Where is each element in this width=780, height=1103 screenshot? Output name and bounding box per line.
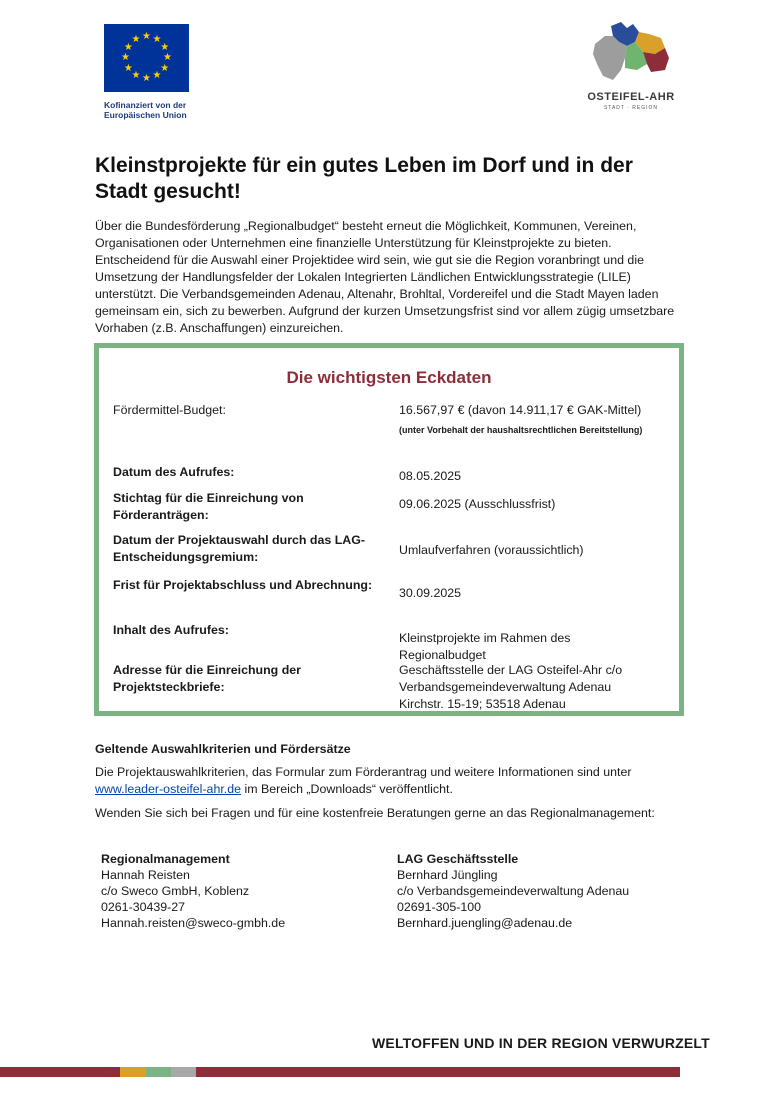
- region-logo-subtitle: STADT · REGION: [603, 105, 659, 111]
- footer-slogan: WELTOFFEN UND IN DER REGION VERWURZELT: [372, 1035, 710, 1051]
- contact-email: Bernhard.juengling@adenau.de: [397, 916, 573, 930]
- eu-star-icon: ★: [163, 52, 172, 63]
- keydata-label: Frist für Projektabschluss und Abrechnung:: [113, 578, 373, 592]
- eu-star-icon: ★: [160, 41, 170, 53]
- keydata-value: 30.09.2025: [399, 586, 462, 600]
- eu-caption-line-2: Europäischen Union: [104, 110, 187, 120]
- footer-stripe-red: [0, 1067, 120, 1077]
- budget-amount: 16.567,97 € (davon 14.911,17 € GAK-Mittel): [399, 403, 642, 417]
- footer-stripe-green: [146, 1067, 171, 1077]
- criteria-heading: Geltende Auswahlkriterien und Fördersätze: [95, 742, 351, 756]
- region-logo-name: OSTEIFEL-AHR: [587, 91, 675, 103]
- eu-star-icon: ★: [121, 52, 130, 63]
- keydata-box: [94, 343, 684, 716]
- eu-star-icon: ★: [131, 33, 141, 45]
- eu-star-icon: ★: [160, 62, 170, 74]
- eu-star-icon: ★: [142, 31, 151, 42]
- eu-star-icon: ★: [142, 73, 151, 84]
- contact-phone: 02691-305-100: [397, 900, 482, 914]
- eu-flag-icon: [104, 24, 189, 92]
- keydata-value: Kleinstprojekte im Rahmen des Regionalbudget: [399, 631, 571, 662]
- keydata-label: Inhalt des Aufrufes:: [113, 623, 229, 637]
- footer-stripe-yellow: [120, 1067, 146, 1077]
- page-title: Kleinstprojekte für ein gutes Leben im Dorf und in der Stadt gesucht!: [95, 154, 633, 203]
- contact-name: Hannah Reisten: [101, 868, 190, 882]
- keydata-label: Adresse für die Einreichung der Projektsteckbriefe:: [113, 663, 301, 694]
- eu-star-icon: ★: [152, 70, 162, 82]
- keydata-label: Datum des Aufrufes:: [113, 465, 235, 479]
- contact-title: Regionalmanagement: [101, 852, 230, 866]
- criteria-text-before: Die Projektauswahlkriterien, das Formular zum Förderantrag und weitere Informationen sind unter: [95, 765, 632, 779]
- eu-star-icon: ★: [152, 33, 162, 45]
- keydata-label: Stichtag für die Einreichung von Förderanträgen:: [113, 491, 304, 522]
- eu-star-icon: ★: [123, 41, 133, 53]
- keydata-label: Fördermittel-Budget:: [113, 403, 226, 417]
- contact-regionalmanagement: [101, 851, 285, 931]
- eu-caption: [104, 100, 190, 120]
- eu-star-icon: ★: [131, 70, 141, 82]
- contact-lag-geschaeftsstelle: [397, 851, 629, 931]
- contact-organization: c/o Verbandsgemeindeverwaltung Adenau: [397, 884, 630, 898]
- keydata-label: Datum der Projektauswahl durch das LAG-Entscheidungsgremium:: [113, 533, 365, 564]
- criteria-paragraph: [95, 764, 685, 798]
- eu-cofunding-logo: [104, 24, 190, 120]
- contact-email: Hannah.reisten@sweco-gmbh.de: [101, 916, 286, 930]
- footer-stripe-red-long: [196, 1067, 680, 1077]
- keydata-value: Geschäftsstelle der LAG Osteifel-Ahr c/o Verbandsgemeindeverwaltung Adenau Kirchstr. 15-19; 53518 Adenau: [399, 663, 623, 711]
- keydata-value: 09.06.2025 (Ausschlussfrist): [399, 497, 556, 511]
- contact-title: LAG Geschäftsstelle: [397, 852, 519, 866]
- keydata-value: 08.05.2025: [399, 469, 462, 483]
- keydata-value: Umlaufverfahren (voraussichtlich): [399, 543, 584, 557]
- eu-caption-line-1: Kofinanziert von der: [104, 100, 187, 110]
- contact-organization: c/o Sweco GmbH, Koblenz: [101, 884, 250, 898]
- criteria-text-after: im Bereich „Downloads“ veröffentlicht.: [241, 782, 453, 796]
- contact-intro-paragraph: Wenden Sie sich bei Fragen und für eine kostenfreie Beratungen gerne an das Regionalmanagement:: [95, 806, 655, 820]
- website-link[interactable]: www.leader-osteifel-ahr.de: [95, 782, 242, 796]
- intro-paragraph: Über die Bundesförderung „Regionalbudget“ besteht erneut die Möglichkeit, Kommunen, Vereinen, Organisationen oder Unternehmen eine finanzielle Unterstützung für Kleinstprojekte zu bieten. Entscheidend für die Auswahl einer Projektidee wird sein, wie gut sie die Region voranbringt und die Umsetzung der Handlungsfelder der Lokalen Integrierten Ländlichen Entwicklungsstrategie (LILE) unterstützt. Die Verbandsgemeinden Adenau, Altenahr, Brohltal, Vordereifel und die Stadt Mayen laden gemeinsam ein, sich zu bewerben. Aufgrund der kurzen Umsetzungsfrist sind vor allem zügig umsetzbare Vorhaben (z.B. Anschaffungen) einzureichen.: [95, 219, 675, 335]
- contact-name: Bernhard Jüngling: [397, 868, 498, 882]
- keydata-heading: Die wichtigsten Eckdaten: [286, 368, 492, 387]
- eu-star-icon: ★: [123, 62, 133, 74]
- osteifel-ahr-logo: [586, 18, 676, 111]
- budget-note: (unter Vorbehalt der haushaltsrechtlichen Bereitstellung): [399, 425, 643, 435]
- footer-stripe-grey: [171, 1067, 196, 1077]
- region-map-icon: [591, 18, 671, 88]
- contact-phone: 0261-30439-27: [101, 900, 186, 914]
- keydata-value: [399, 402, 674, 439]
